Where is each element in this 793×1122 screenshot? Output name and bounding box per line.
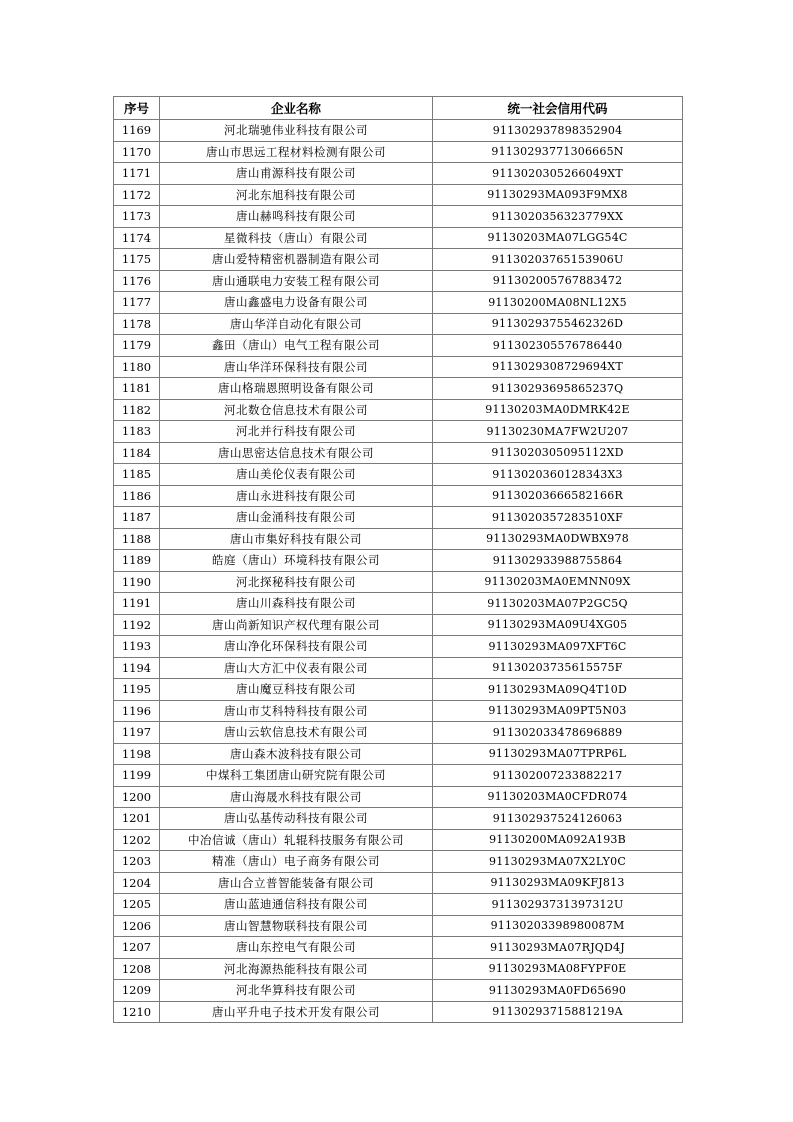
- credit-code-cell: 91130293MA0FD65690: [433, 980, 683, 1002]
- header-company-name: 企业名称: [160, 97, 433, 120]
- company-name-cell: 皓庭（唐山）环境科技有限公司: [160, 550, 433, 572]
- serial-number-cell: 1172: [114, 184, 160, 206]
- company-name-cell: 鑫田（唐山）电气工程有限公司: [160, 335, 433, 357]
- credit-code-cell: 91130203MA07P2GC5Q: [433, 593, 683, 615]
- table-row: [114, 270, 683, 292]
- credit-code-cell: 91130203MA0EMNN09X: [433, 571, 683, 593]
- table-row: [114, 743, 683, 765]
- table-row: [114, 657, 683, 679]
- credit-code-cell: 91130203MA0CFDR074: [433, 786, 683, 808]
- serial-number-cell: 1195: [114, 679, 160, 701]
- serial-number-cell: 1176: [114, 270, 160, 292]
- credit-code-cell: 91130293755462326D: [433, 313, 683, 335]
- company-name-cell: 唐山云软信息技术有限公司: [160, 722, 433, 744]
- company-name-cell: 河北海源热能科技有限公司: [160, 958, 433, 980]
- table-row: [114, 120, 683, 142]
- serial-number-cell: 1185: [114, 464, 160, 486]
- company-name-cell: 唐山市艾科特科技有限公司: [160, 700, 433, 722]
- table-row: [114, 421, 683, 443]
- serial-number-cell: 1198: [114, 743, 160, 765]
- table-row: [114, 227, 683, 249]
- credit-code-cell: 9113020357283510XF: [433, 507, 683, 529]
- table-row: [114, 829, 683, 851]
- company-name-cell: 中煤科工集团唐山研究院有限公司: [160, 765, 433, 787]
- serial-number-cell: 1202: [114, 829, 160, 851]
- table-row: [114, 507, 683, 529]
- serial-number-cell: 1181: [114, 378, 160, 400]
- credit-code-cell: 911302005767883472: [433, 270, 683, 292]
- credit-code-cell: 9113020360128343X3: [433, 464, 683, 486]
- table-row: [114, 464, 683, 486]
- company-name-cell: 河北东旭科技有限公司: [160, 184, 433, 206]
- company-name-cell: 唐山市集好科技有限公司: [160, 528, 433, 550]
- credit-code-cell: 911302937898352904: [433, 120, 683, 142]
- serial-number-cell: 1210: [114, 1001, 160, 1023]
- company-name-cell: 唐山华洋自动化有限公司: [160, 313, 433, 335]
- table-header-row: [114, 97, 683, 120]
- company-name-cell: 唐山鑫盛电力设备有限公司: [160, 292, 433, 314]
- company-name-cell: 唐山永进科技有限公司: [160, 485, 433, 507]
- company-name-cell: 唐山平升电子技术开发有限公司: [160, 1001, 433, 1023]
- serial-number-cell: 1171: [114, 163, 160, 185]
- company-name-cell: 唐山爱特精密机器制造有限公司: [160, 249, 433, 271]
- company-name-cell: 唐山美伦仪表有限公司: [160, 464, 433, 486]
- table-row: [114, 550, 683, 572]
- serial-number-cell: 1200: [114, 786, 160, 808]
- company-name-cell: 唐山川森科技有限公司: [160, 593, 433, 615]
- serial-number-cell: 1204: [114, 872, 160, 894]
- serial-number-cell: 1190: [114, 571, 160, 593]
- serial-number-cell: 1193: [114, 636, 160, 658]
- credit-code-cell: 91130293771306665N: [433, 141, 683, 163]
- serial-number-cell: 1177: [114, 292, 160, 314]
- credit-code-cell: 911302305576786440: [433, 335, 683, 357]
- credit-code-cell: 91130293731397312U: [433, 894, 683, 916]
- serial-number-cell: 1178: [114, 313, 160, 335]
- company-name-cell: 河北并行科技有限公司: [160, 421, 433, 443]
- table-row: [114, 571, 683, 593]
- company-name-cell: 唐山合立普智能装备有限公司: [160, 872, 433, 894]
- credit-code-cell: 91130200MA08NL12X5: [433, 292, 683, 314]
- company-name-cell: 唐山弘基传动科技有限公司: [160, 808, 433, 830]
- serial-number-cell: 1206: [114, 915, 160, 937]
- serial-number-cell: 1208: [114, 958, 160, 980]
- credit-code-cell: 91130293MA09PT5N03: [433, 700, 683, 722]
- serial-number-cell: 1205: [114, 894, 160, 916]
- credit-code-cell: 91130203398980087M: [433, 915, 683, 937]
- company-name-cell: 唐山通联电力安装工程有限公司: [160, 270, 433, 292]
- company-name-cell: 唐山魔豆科技有限公司: [160, 679, 433, 701]
- credit-code-cell: 91130293MA0DWBX978: [433, 528, 683, 550]
- credit-code-cell: 91130293MA07X2LY0C: [433, 851, 683, 873]
- table-row: [114, 851, 683, 873]
- table-row: [114, 786, 683, 808]
- table-row: [114, 399, 683, 421]
- table-row: [114, 679, 683, 701]
- table-row: [114, 937, 683, 959]
- table-row: [114, 528, 683, 550]
- company-name-cell: 河北数仓信息技术有限公司: [160, 399, 433, 421]
- company-name-cell: 星微科技（唐山）有限公司: [160, 227, 433, 249]
- table-row: [114, 722, 683, 744]
- table-body: [114, 120, 683, 1023]
- enterprise-table: [113, 96, 683, 1023]
- table-row: [114, 335, 683, 357]
- serial-number-cell: 1169: [114, 120, 160, 142]
- serial-number-cell: 1180: [114, 356, 160, 378]
- company-name-cell: 唐山大方汇中仪表有限公司: [160, 657, 433, 679]
- table-row: [114, 163, 683, 185]
- table-row: [114, 636, 683, 658]
- serial-number-cell: 1194: [114, 657, 160, 679]
- company-name-cell: 唐山华洋环保科技有限公司: [160, 356, 433, 378]
- table-row: [114, 872, 683, 894]
- serial-number-cell: 1186: [114, 485, 160, 507]
- table-row: [114, 1001, 683, 1023]
- serial-number-cell: 1184: [114, 442, 160, 464]
- credit-code-cell: 911302033478696889: [433, 722, 683, 744]
- serial-number-cell: 1207: [114, 937, 160, 959]
- credit-code-cell: 91130203666582166R: [433, 485, 683, 507]
- table-row: [114, 700, 683, 722]
- table-row: [114, 442, 683, 464]
- credit-code-cell: 91130293MA097XFT6C: [433, 636, 683, 658]
- credit-code-cell: 91130293695865237Q: [433, 378, 683, 400]
- table-row: [114, 915, 683, 937]
- table-row: [114, 206, 683, 228]
- serial-number-cell: 1192: [114, 614, 160, 636]
- credit-code-cell: 91130203765153906U: [433, 249, 683, 271]
- company-name-cell: 唐山赫鸣科技有限公司: [160, 206, 433, 228]
- serial-number-cell: 1191: [114, 593, 160, 615]
- table-row: [114, 980, 683, 1002]
- credit-code-cell: 911302007233882217: [433, 765, 683, 787]
- table-row: [114, 894, 683, 916]
- credit-code-cell: 91130230MA7FW2U207: [433, 421, 683, 443]
- company-name-cell: 河北华算科技有限公司: [160, 980, 433, 1002]
- credit-code-cell: 91130293MA07TPRP6L: [433, 743, 683, 765]
- credit-code-cell: 9113020305095112XD: [433, 442, 683, 464]
- header-serial-number: 序号: [114, 97, 160, 120]
- credit-code-cell: 911302937524126063: [433, 808, 683, 830]
- company-name-cell: 唐山森木波科技有限公司: [160, 743, 433, 765]
- serial-number-cell: 1196: [114, 700, 160, 722]
- table-row: [114, 356, 683, 378]
- company-name-cell: 唐山甫源科技有限公司: [160, 163, 433, 185]
- company-name-cell: 唐山尚新知识产权代理有限公司: [160, 614, 433, 636]
- credit-code-cell: 911302933988755864: [433, 550, 683, 572]
- table-row: [114, 141, 683, 163]
- serial-number-cell: 1209: [114, 980, 160, 1002]
- company-name-cell: 唐山市思远工程材料检测有限公司: [160, 141, 433, 163]
- credit-code-cell: 91130293MA093F9MX8: [433, 184, 683, 206]
- serial-number-cell: 1187: [114, 507, 160, 529]
- serial-number-cell: 1199: [114, 765, 160, 787]
- serial-number-cell: 1174: [114, 227, 160, 249]
- company-name-cell: 唐山格瑞恩照明设备有限公司: [160, 378, 433, 400]
- serial-number-cell: 1197: [114, 722, 160, 744]
- credit-code-cell: 91130203MA0DMRK42E: [433, 399, 683, 421]
- serial-number-cell: 1183: [114, 421, 160, 443]
- credit-code-cell: 91130203MA07LGG54C: [433, 227, 683, 249]
- table-row: [114, 958, 683, 980]
- credit-code-cell: 91130293715881219A: [433, 1001, 683, 1023]
- credit-code-cell: 91130200MA092A193B: [433, 829, 683, 851]
- credit-code-cell: 91130293MA09KFJ813: [433, 872, 683, 894]
- serial-number-cell: 1188: [114, 528, 160, 550]
- serial-number-cell: 1189: [114, 550, 160, 572]
- table-row: [114, 184, 683, 206]
- serial-number-cell: 1173: [114, 206, 160, 228]
- table-row: [114, 765, 683, 787]
- credit-code-cell: 9113020356323779XX: [433, 206, 683, 228]
- company-name-cell: 精准（唐山）电子商务有限公司: [160, 851, 433, 873]
- company-name-cell: 唐山蓝迪通信科技有限公司: [160, 894, 433, 916]
- credit-code-cell: 91130293MA07RJQD4J: [433, 937, 683, 959]
- table-row: [114, 593, 683, 615]
- table-row: [114, 808, 683, 830]
- serial-number-cell: 1175: [114, 249, 160, 271]
- credit-code-cell: 91130293MA09U4XG05: [433, 614, 683, 636]
- company-name-cell: 唐山思密达信息技术有限公司: [160, 442, 433, 464]
- company-name-cell: 中冶信诚（唐山）轧辊科技服务有限公司: [160, 829, 433, 851]
- serial-number-cell: 1170: [114, 141, 160, 163]
- table-row: [114, 485, 683, 507]
- serial-number-cell: 1179: [114, 335, 160, 357]
- credit-code-cell: 91130203735615575F: [433, 657, 683, 679]
- table-row: [114, 378, 683, 400]
- company-name-cell: 唐山智慧物联科技有限公司: [160, 915, 433, 937]
- serial-number-cell: 1182: [114, 399, 160, 421]
- serial-number-cell: 1203: [114, 851, 160, 873]
- credit-code-cell: 91130293MA09Q4T10D: [433, 679, 683, 701]
- company-name-cell: 唐山金涌科技有限公司: [160, 507, 433, 529]
- company-name-cell: 河北瑞驰伟业科技有限公司: [160, 120, 433, 142]
- credit-code-cell: 9113020305266049XT: [433, 163, 683, 185]
- serial-number-cell: 1201: [114, 808, 160, 830]
- credit-code-cell: 9113029308729694XT: [433, 356, 683, 378]
- header-credit-code: 统一社会信用代码: [433, 97, 683, 120]
- table-row: [114, 313, 683, 335]
- company-name-cell: 唐山海晟水科技有限公司: [160, 786, 433, 808]
- company-name-cell: 河北探秘科技有限公司: [160, 571, 433, 593]
- table-row: [114, 249, 683, 271]
- table-row: [114, 292, 683, 314]
- credit-code-cell: 91130293MA08FYPF0E: [433, 958, 683, 980]
- table-row: [114, 614, 683, 636]
- company-name-cell: 唐山净化环保科技有限公司: [160, 636, 433, 658]
- company-name-cell: 唐山东控电气有限公司: [160, 937, 433, 959]
